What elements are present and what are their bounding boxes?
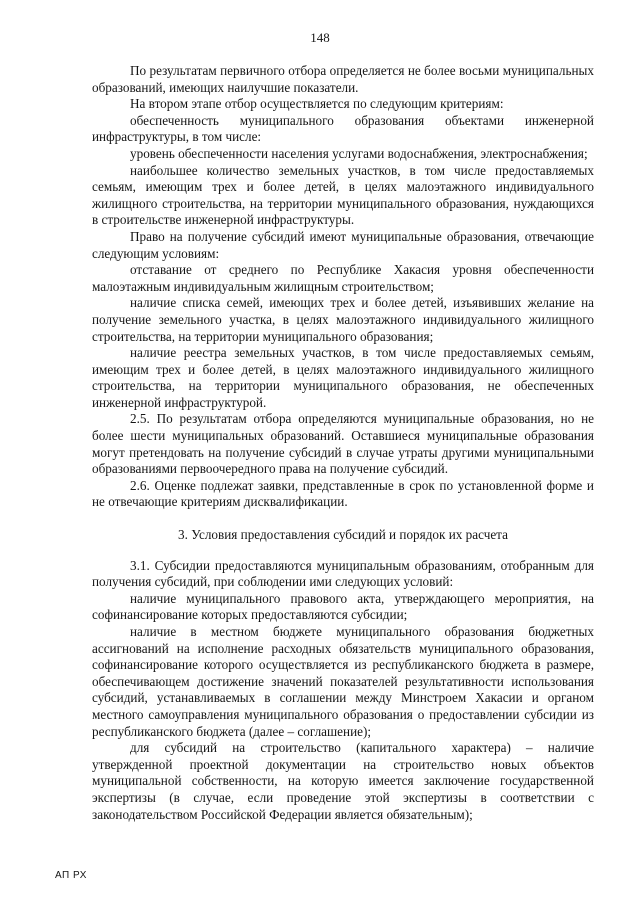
paragraph: На втором этапе отбор осуществляется по следующим критериям: bbox=[130, 96, 504, 112]
paragraph: отставание от среднего по Республике Хакасия уровня обеспеченности малоэтажным индивидуальным жилищным строительством; bbox=[92, 262, 594, 294]
paragraph: наличие муниципального правового акта, утверждающего мероприятия, на софинансирование которых предоставляются субсидии; bbox=[92, 590, 594, 623]
paragraph: По результатам первичного отбора определяется не более восьми муниципальных образований, имеющих наилучшие показатели. bbox=[92, 63, 594, 95]
paragraph: наличие в местном бюджете муниципального образования бюджетных ассигнований на исполнение расходных обязательств муниципального образования, софинансирование которого осуществляется из республиканского бюджета в размере, обеспечивающем достижение значений показателей результативности использования субсидий, устанавливаемых в соглашении между Минстроем Хакасии и органом местного самоуправления муниципального образования о предоставлении субсидии из республиканского бюджета (далее – соглашение); bbox=[92, 624, 594, 739]
paragraph: уровень обеспеченности населения услугами водоснабжения, электроснабжения; bbox=[130, 145, 588, 161]
paragraph: обеспеченность муниципального образования объектами инженерной инфраструктуры, в том числе: bbox=[92, 112, 594, 145]
section-heading: 3. Условия предоставления субсидий и порядок их расчета bbox=[178, 527, 508, 543]
paragraph: 3.1. Субсидии предоставляются муниципальным образованиям, отобранным для получения субсидий, при соблюдении ими следующих условий: bbox=[92, 557, 594, 590]
page-number: 148 bbox=[310, 30, 330, 45]
paragraph: 2.6. Оценке подлежат заявки, представленные в срок по установленной форме и не отвечающие критериям дисквалификации. bbox=[92, 477, 594, 510]
footer-code: АП РХ bbox=[55, 870, 87, 881]
paragraph: Право на получение субсидий имеют муниципальные образования, отвечающие следующим условиям: bbox=[92, 228, 594, 261]
paragraph: наибольшее количество земельных участков, в том числе предоставляемых семьям, имеющим трех и более детей, в целях малоэтажного индивидуального жилищного строительства, на территории муниципального образования, нуждающихся в строительстве инженерной инфраструктуры. bbox=[92, 162, 594, 228]
paragraph: наличие реестра земельных участков, в том числе предоставляемых семьям, имеющим трех и более детей, в целях малоэтажного индивидуального жилищного строительства, на территории муниципального образования, не обеспеченных инженерной инфраструктурой. bbox=[92, 345, 594, 410]
paragraph: для субсидий на строительство (капитального характера) – наличие утвержденной проектной документации на строительство новых объектов муниципальной собственности, на которую имеется заключение государственной экспертизы (в случае, если проведение этой экспертизы в соответствии с законодательством Российской Федерации является обязательным); bbox=[92, 740, 594, 822]
paragraph: 2.5. По результатам отбора определяются муниципальные образования, но не более шести муниципальных образований. Оставшиеся муниципальные образования могут претендовать на получение субсидий в случае утраты другими муниципальными образованиями первоочередного права на получение субсидий. bbox=[92, 411, 594, 477]
document-body bbox=[92, 63, 594, 823]
paragraph: наличие списка семей, имеющих трех и более детей, изъявивших желание на получение земельного участка, в целях малоэтажного индивидуального жилищного строительства, на территории муниципального образования; bbox=[92, 295, 594, 344]
